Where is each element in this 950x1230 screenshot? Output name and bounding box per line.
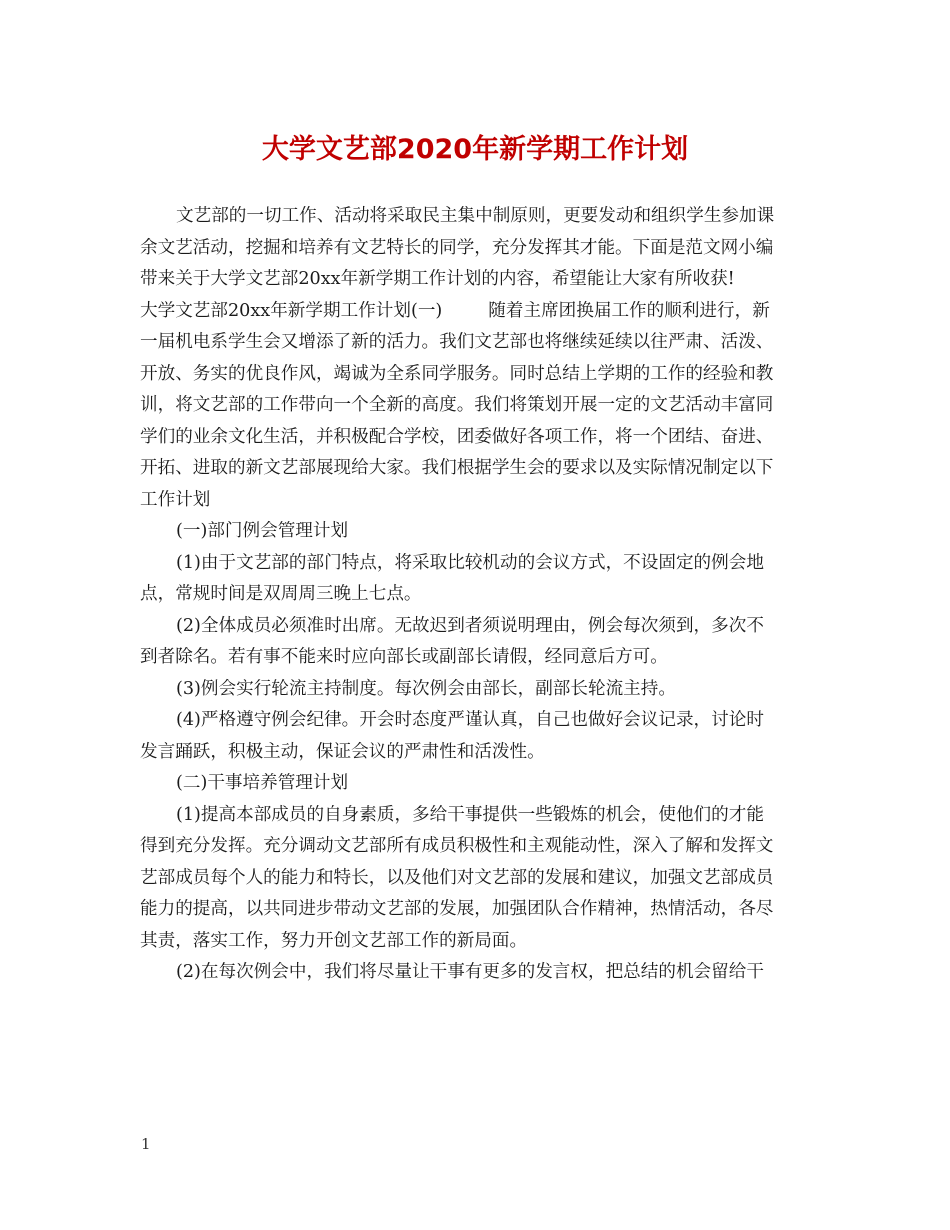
text-line: 学们的业余文化生活，并积极配合学校，团委做好各项工作，将一个团结、奋进、 xyxy=(140,426,774,447)
text-line: 文艺部的一切工作、活动将采取民主集中制原则，更要发动和组织学生参加课 xyxy=(176,206,775,226)
subsection-heading: (二)干事培养管理计划 xyxy=(176,773,349,793)
text-line: 得到充分发挥。充分调动文艺部所有成员积极性和主观能动性，深入了解和发挥文 xyxy=(140,836,774,856)
text-line: 工作计划 xyxy=(140,489,211,510)
text-line: 余文艺活动，挖掘和培养有文艺特长的同学，充分发挥其才能。下面是范文网小编 xyxy=(140,237,774,258)
text-line-combined xyxy=(140,296,812,328)
text-line: 一届机电系学生会又增添了新的活力。我们文艺部也将继续延续以往严肃、活泼、 xyxy=(140,332,774,352)
section-heading: 大学文艺部20xx年新学期工作计划(一) xyxy=(140,300,443,321)
document-body xyxy=(140,201,812,989)
text-line: (3)例会实行轮流主持制度。每次例会由部长，副部长轮流主持。 xyxy=(176,678,676,699)
text-line: 到者除名。若有事不能来时应向部长或副部长请假，经同意后方可。 xyxy=(140,647,668,667)
text-line: 点，常规时间是双周周三晚上七点。 xyxy=(140,584,422,604)
text-line: 艺部成员每个人的能力和特长，以及他们对文艺部的发展和建议，加强文艺部成员 xyxy=(140,867,774,888)
subsection-heading: (一)部门例会管理计划 xyxy=(176,521,349,541)
text-line: (2)在每次例会中，我们将尽量让干事有更多的发言权，把总结的机会留给干 xyxy=(176,962,764,982)
text-segment: 随着主席团换届工作的顺利进行，新 xyxy=(488,300,770,321)
text-line: (1)提高本部成员的自身素质，多给干事提供一些锻炼的机会，使他们的才能 xyxy=(176,804,764,825)
document-title: 大学文艺部2020年新学期工作计划 xyxy=(261,134,689,165)
text-line: 能力的提高，以共同进步带动文艺部的发展，加强团队合作精神，热情活动，各尽 xyxy=(140,899,774,919)
page-number: 1 xyxy=(141,1135,151,1153)
text-line: (4)严格遵守例会纪律。开会时态度严谨认真，自己也做好会议记录，讨论时 xyxy=(176,710,764,730)
text-line: 训，将文艺部的工作带向一个全新的高度。我们将策划开展一定的文艺活动丰富同 xyxy=(140,395,774,415)
text-line: 带来关于大学文艺部20xx年新学期工作计划的内容，希望能让大家有所收获! xyxy=(140,269,735,289)
text-line: 发言踊跃，积极主动，保证会议的严肃性和活泼性。 xyxy=(140,741,545,762)
text-line: 其责，落实工作，努力开创文艺部工作的新局面。 xyxy=(140,930,528,951)
text-line: (1)由于文艺部的部门特点，将采取比较机动的会议方式，不设固定的例会地 xyxy=(176,552,764,573)
text-line: 开放、务实的优良作风，竭诚为全系同学服务。同时总结上学期的工作的经验和教 xyxy=(140,363,774,384)
text-line: (2)全体成员必须准时出席。无故迟到者须说明理由，例会每次须到，多次不 xyxy=(176,615,764,636)
text-line: 开拓、进取的新文艺部展现给大家。我们根据学生会的要求以及实际情况制定以下 xyxy=(140,458,774,478)
